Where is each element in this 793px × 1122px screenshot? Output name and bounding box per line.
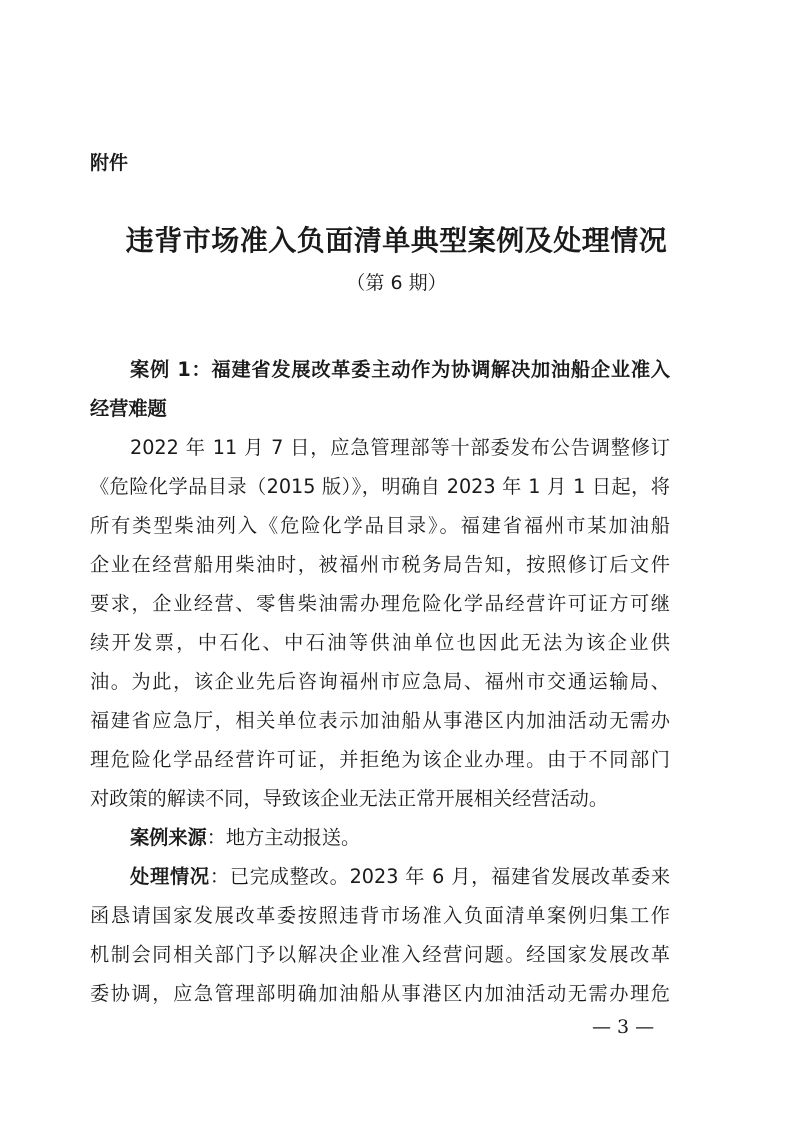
case-source-text: ：地方主动报送。 xyxy=(206,826,361,849)
case-body-line: 福建省应急厅，相关单位表示加油船从事港区内加油活动无需办 xyxy=(90,709,670,732)
document-title: 违背市场准入负面清单典型案例及处理情况 xyxy=(125,224,668,257)
handling-line: 机制会同相关部门予以解决企业准入经营问题。经国家发展改革 xyxy=(90,943,670,966)
case-source-line xyxy=(90,818,670,857)
attachment-label: 附件 xyxy=(90,152,129,174)
issue-number: （第 6 期） xyxy=(346,272,447,294)
handling-line xyxy=(90,857,670,896)
handling-text: ：已完成整改。2023 年 6 月，福建省发展改革委来 xyxy=(209,865,671,888)
handling-line: 委协调，应急管理部明确加油船从事港区内加油活动无需办理危 xyxy=(90,982,670,1005)
case-heading-line: 案例 1：福建省发展改革委主动作为协调解决加油船企业准入 xyxy=(130,358,670,381)
case-body-line: 2022 年 11 月 7 日，应急管理部等十部委发布公告调整修订 xyxy=(130,436,670,459)
case-body-line: 续开发票，中石化、中石油等供油单位也因此无法为该企业供 xyxy=(90,631,670,654)
handling-line: 函恳请国家发展改革委按照违背市场准入负面清单案例归集工作 xyxy=(90,904,670,927)
case-body-line: 《危险化学品目录（2015 版）》，明确自 2023 年 1 月 1 日起，将 xyxy=(90,475,670,498)
case-source-label: 案例来源 xyxy=(130,826,207,849)
page-number: — 3 — xyxy=(592,1016,655,1038)
case-body-line: 对政策的解读不同，导致该企业无法正常开展相关经营活动。 xyxy=(90,787,609,810)
case-body-line: 油。为此，该企业先后咨询福州市应急局、福州市交通运输局、 xyxy=(90,670,670,693)
case-body-line: 企业在经营船用柴油时，被福州市税务局告知，按照修订后文件 xyxy=(90,553,670,576)
handling-label: 处理情况 xyxy=(130,865,210,888)
case-heading-line: 经营难题 xyxy=(90,397,167,420)
document-body xyxy=(90,350,670,1013)
case-body-line: 要求，企业经营、零售柴油需办理危险化学品经营许可证方可继 xyxy=(90,592,670,615)
case-body-line: 所有类型柴油列入《危险化学品目录》。福建省福州市某加油船 xyxy=(90,514,670,537)
case-body-line: 理危险化学品经营许可证，并拒绝为该企业办理。由于不同部门 xyxy=(90,748,670,771)
